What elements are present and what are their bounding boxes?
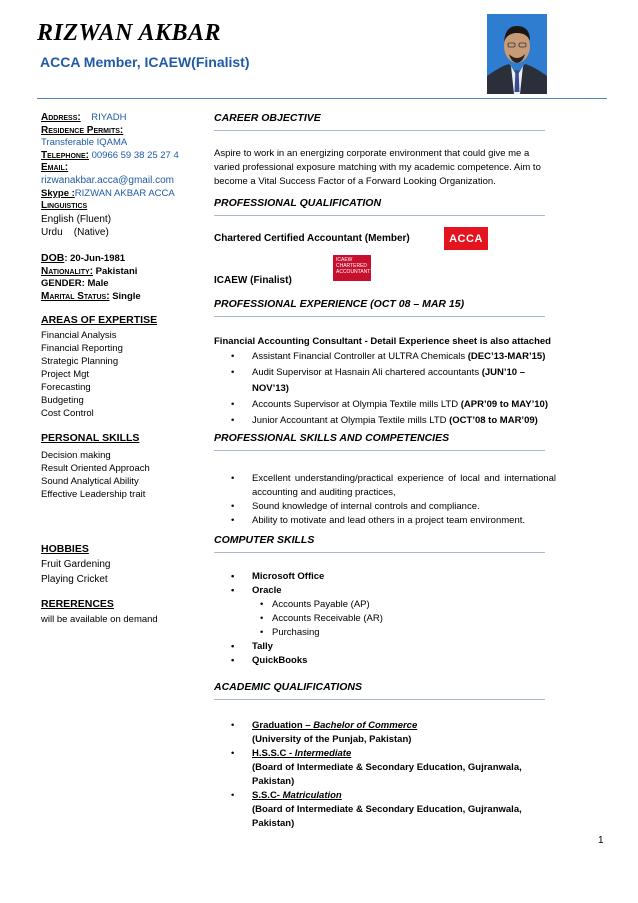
experience-title: PROFESSIONAL EXPERIENCE (OCT 08 – MAR 15): [214, 298, 465, 310]
competencies-section: [214, 432, 564, 528]
list-item: Result Oriented Approach: [41, 462, 150, 474]
page-number: 1: [598, 835, 604, 846]
expertise-section: [41, 314, 206, 420]
gender-value: GENDER: Male: [41, 278, 109, 290]
list-item: • Purchasing: [214, 626, 564, 640]
list-item: Effective Leadership trait: [41, 488, 146, 500]
skype-value: RIZWAN AKBAR ACCA: [74, 187, 175, 199]
linguistics-label: Linguistics: [41, 200, 88, 212]
language-item: English (Fluent): [41, 213, 112, 225]
list-item: • Audit Supervisor at Hasnain Ali chartered accountants (JUN’10 – NOV’13): [214, 365, 564, 397]
telephone-value: 00966 59 38 25 27 4: [91, 149, 179, 161]
references-text: will be available on demand: [41, 613, 158, 625]
list-item: Decision making: [41, 449, 111, 461]
email-link[interactable]: rizwanakbar.acca@gmail.com: [41, 174, 174, 186]
marital-label: Marital Status:: [41, 290, 110, 302]
list-item: • Assistant Financial Controller at ULTRA Chemicals (DEC’13-MAR’15): [214, 349, 564, 365]
hobbies-section: [41, 543, 206, 587]
list-item: • Excellent understanding/practical experience of local and international accounting and auditing practices,: [214, 472, 556, 500]
list-item: • Junior Accountant at Olympia Textile mills LTD (OCT’08 to MAR’09): [214, 413, 564, 429]
dob-label: DOB: [41, 252, 65, 264]
competencies-title: PROFESSIONAL SKILLS AND COMPETENCIES: [214, 432, 450, 444]
list-item: Forecasting: [41, 381, 91, 393]
language-item: Urdu (Native): [41, 227, 109, 239]
references-title: RERERENCES: [41, 598, 114, 610]
objective-title: CAREER OBJECTIVE: [214, 112, 321, 124]
dob-value: : 20-Jun-1981: [64, 253, 126, 264]
icaew-logo: ICAEW CHARTERED ACCOUNTANTS: [333, 255, 371, 281]
acca-logo: ACCA: [444, 227, 488, 250]
profile-photo: [487, 14, 547, 94]
experience-lead: Financial Accounting Consultant - Detail Experience sheet is also attached: [214, 336, 551, 347]
objective-text: Aspire to work in an energizing corporate environment that could give me a varied professional exposure matching with my academic competence. Aim to become a Vital Success Factor of a Forward Looking Organization.: [214, 148, 541, 187]
list-item: • QuickBooks: [214, 654, 564, 668]
section-divider: [214, 316, 545, 317]
residence-label: Residence Permits:: [41, 124, 124, 136]
list-item: Sound Analytical Ability: [41, 475, 139, 487]
skype-label: Skype :: [41, 187, 75, 199]
hobbies-title: HOBBIES: [41, 543, 89, 555]
nationality-value: Pakistani: [95, 265, 138, 277]
list-item: • Graduation – Bachelor of Commerce (University of the Punjab, Pakistan): [214, 719, 564, 747]
list-item: Project Mgt: [41, 368, 90, 380]
candidate-name: RIZWAN AKBAR: [37, 20, 222, 46]
skills-title: PERSONAL SKILLS: [41, 432, 140, 444]
academic-section: [214, 681, 564, 831]
section-divider: [214, 552, 545, 553]
section-divider: [214, 215, 545, 216]
list-item: • Oracle: [214, 584, 564, 598]
list-item: Financial Reporting: [41, 342, 123, 354]
list-item: • H.S.S.C - Intermediate (Board of Intermediate & Secondary Education, Gujranwala, Pakistan): [214, 747, 564, 789]
objective-section: [214, 112, 564, 189]
list-item: • Ability to motivate and lead others in a project team environment.: [214, 514, 556, 528]
references-section: [41, 598, 206, 626]
address-value: RIYADH: [91, 112, 127, 123]
computer-section: [214, 534, 564, 668]
section-divider: [214, 130, 545, 131]
list-item: Playing Cricket: [41, 573, 108, 585]
candidate-subtitle: ACCA Member, ICAEW(Finalist): [40, 54, 250, 70]
qualification-title: PROFESSIONAL QUALIFICATION: [214, 197, 382, 209]
email-label: Email:: [41, 162, 69, 174]
address-label: Address:: [41, 112, 81, 123]
residence-value: Transferable IQAMA: [41, 137, 128, 149]
experience-section: [214, 298, 564, 429]
list-item: Cost Control: [41, 407, 94, 419]
qualification-section: [214, 197, 564, 216]
list-item: • Tally: [214, 640, 564, 654]
list-item: Financial Analysis: [41, 329, 117, 341]
telephone-label: Telephone:: [41, 149, 89, 161]
computer-title: COMPUTER SKILLS: [214, 534, 315, 546]
list-item: Fruit Gardening: [41, 558, 111, 570]
marital-value: Single: [112, 290, 141, 302]
nationality-label: Nationality:: [41, 265, 94, 277]
personal-block: [41, 252, 206, 303]
list-item: • Microsoft Office: [214, 570, 564, 584]
list-item: Budgeting: [41, 394, 84, 406]
list-item: • Accounts Supervisor at Olympia Textile mills LTD (APR’09 to MAY’10): [214, 397, 564, 413]
header-divider: [37, 98, 607, 99]
section-divider: [214, 450, 545, 451]
list-item: Strategic Planning: [41, 355, 119, 367]
list-item: • Sound knowledge of internal controls and compliance.: [214, 500, 556, 514]
icaew-qualification: ICAEW (Finalist): [214, 275, 292, 286]
list-item: • S.S.C- Matriculation (Board of Intermediate & Secondary Education, Gujranwala, Pakistan): [214, 789, 564, 831]
acca-qualification: Chartered Certified Accountant (Member): [214, 233, 410, 244]
section-divider: [214, 699, 545, 700]
academic-title: ACADEMIC QUALIFICATIONS: [214, 681, 362, 693]
expertise-title: AREAS OF EXPERTISE: [41, 314, 158, 326]
skills-section: [41, 432, 206, 501]
contact-block: [41, 112, 206, 240]
list-item: • Accounts Receivable (AR): [214, 612, 564, 626]
list-item: • Accounts Payable (AP): [214, 598, 564, 612]
